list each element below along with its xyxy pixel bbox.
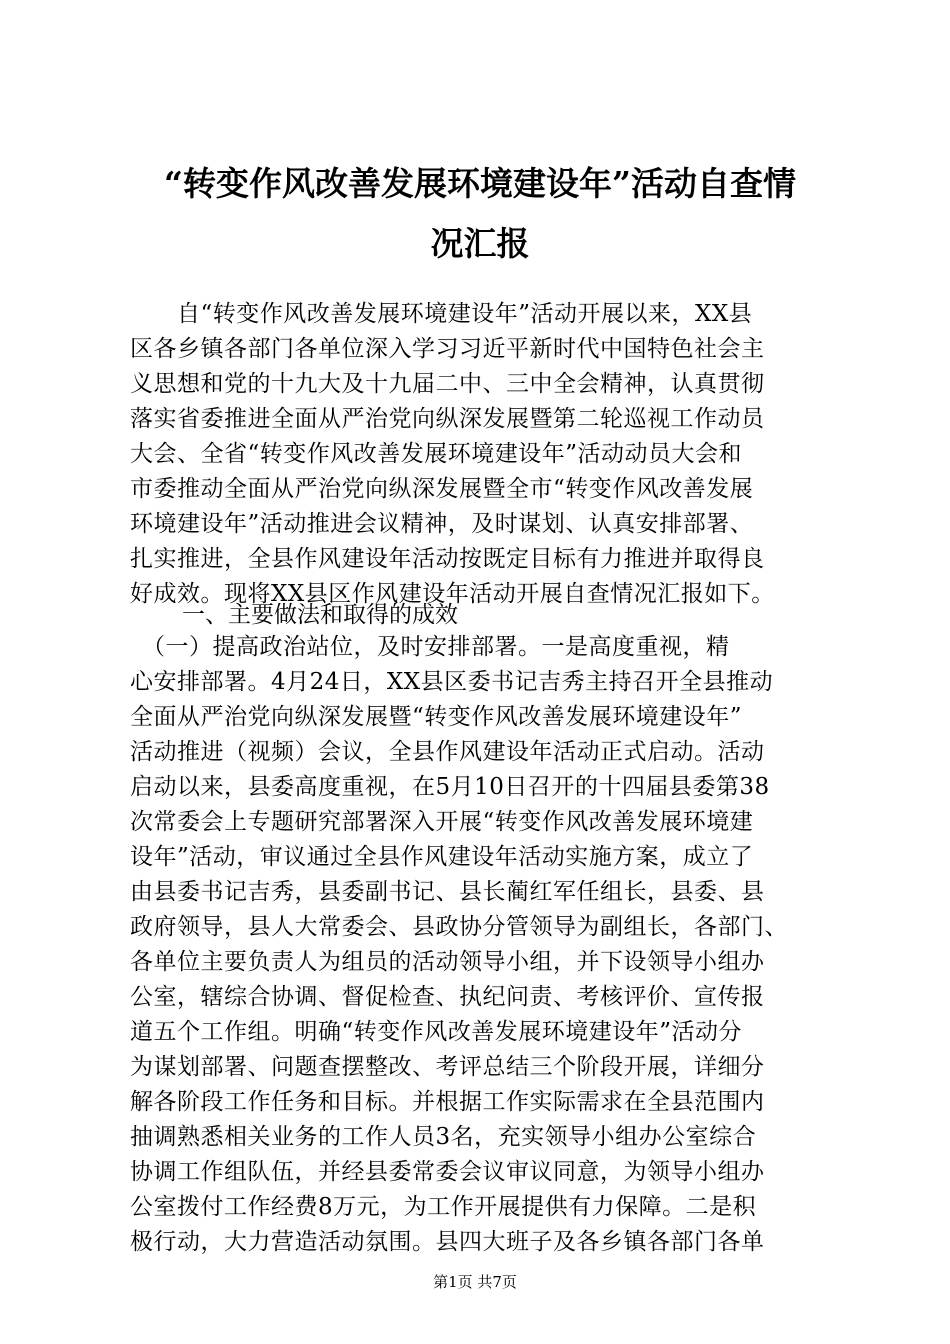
intro-line: 自“转变作风改善发展环境建设年”活动开展以来，XX县 <box>130 301 753 327</box>
section-line: 活动推进（视频）会议，全县作风建设年活动正式启动。活动 <box>130 739 765 765</box>
section-line: 为谋划部署、问题查摆整改、考评总结三个阶段开展，详细分 <box>130 1054 765 1080</box>
document-title-line1: “转变作风改善发展环境建设年”活动自查情 <box>164 164 796 203</box>
intro-line: 好成效。现将XX县区作风建设年活动开展自查情况汇报如下。 <box>130 581 775 607</box>
section-line: 设年”活动，审议通过全县作风建设年活动实施方案，成立了 <box>130 844 754 870</box>
intro-line: 扎实推进，全县作风建设年活动按既定目标有力推进并取得良 <box>130 546 765 572</box>
intro-line: 大会、全省“转变作风改善发展环境建设年”活动动员大会和 <box>130 441 743 467</box>
section-heading: 一、主要做法和取得的成效 <box>182 602 458 628</box>
section-line: 由县委书记吉秀，县委副书记、县长蔺红军任组长，县委、县 <box>130 879 765 905</box>
section-line: 协调工作组队伍，并经县委常委会议审议同意，为领导小组办 <box>130 1159 765 1185</box>
section-line: 公室，辖综合协调、督促检查、执纪问责、考核评价、宣传报 <box>130 984 765 1010</box>
intro-paragraph <box>130 297 830 612</box>
intro-line: 区各乡镇各部门各单位深入学习习近平新时代中国特色社会主 <box>130 336 765 362</box>
page-number-footer: 第1页 共7页 <box>433 1273 517 1291</box>
section-line: 次常委会上专题研究部署深入开展“转变作风改善发展环境建 <box>130 809 754 835</box>
section-line: 全面从严治党向纵深发展暨“转变作风改善发展环境建设年” <box>130 704 743 730</box>
section-line: （一）提高政治站位，及时安排部署。一是高度重视，精 <box>130 634 730 660</box>
section-line: 各单位主要负责人为组员的活动领导小组，并下设领导小组办 <box>130 949 765 975</box>
intro-line: 落实省委推进全面从严治党向纵深发展暨第二轮巡视工作动员 <box>130 406 765 432</box>
document-title-line2: 况汇报 <box>430 224 530 263</box>
section-line: 解各阶段工作任务和目标。并根据工作实际需求在全县范围内 <box>130 1089 765 1115</box>
section-line: 启动以来，县委高度重视，在5月10日召开的十四届县委第38 <box>130 774 770 800</box>
section-line: 心安排部署。4月24日，XX县区委书记吉秀主持召开全县推动 <box>130 669 774 695</box>
section-line: 公室拨付工作经费8万元，为工作开展提供有力保障。二是积 <box>130 1194 757 1220</box>
section-line: 抽调熟悉相关业务的工作人员3名，充实领导小组办公室综合 <box>130 1124 757 1150</box>
section-line: 政府领导，县人大常委会、县政协分管领导为副组长，各部门、 <box>130 914 788 940</box>
section-paragraph <box>130 630 830 1260</box>
section-line: 极行动，大力营造活动氛围。县四大班子及各乡镇各部门各单 <box>130 1229 765 1255</box>
intro-line: 市委推动全面从严治党向纵深发展暨全市“转变作风改善发展 <box>130 476 754 502</box>
intro-line: 义思想和党的十九大及十九届二中、三中全会精神，认真贯彻 <box>130 371 765 397</box>
intro-line: 环境建设年”活动推进会议精神，及时谋划、认真安排部署、 <box>130 511 754 537</box>
section-line: 道五个工作组。明确“转变作风改善发展环境建设年”活动分 <box>130 1019 743 1045</box>
